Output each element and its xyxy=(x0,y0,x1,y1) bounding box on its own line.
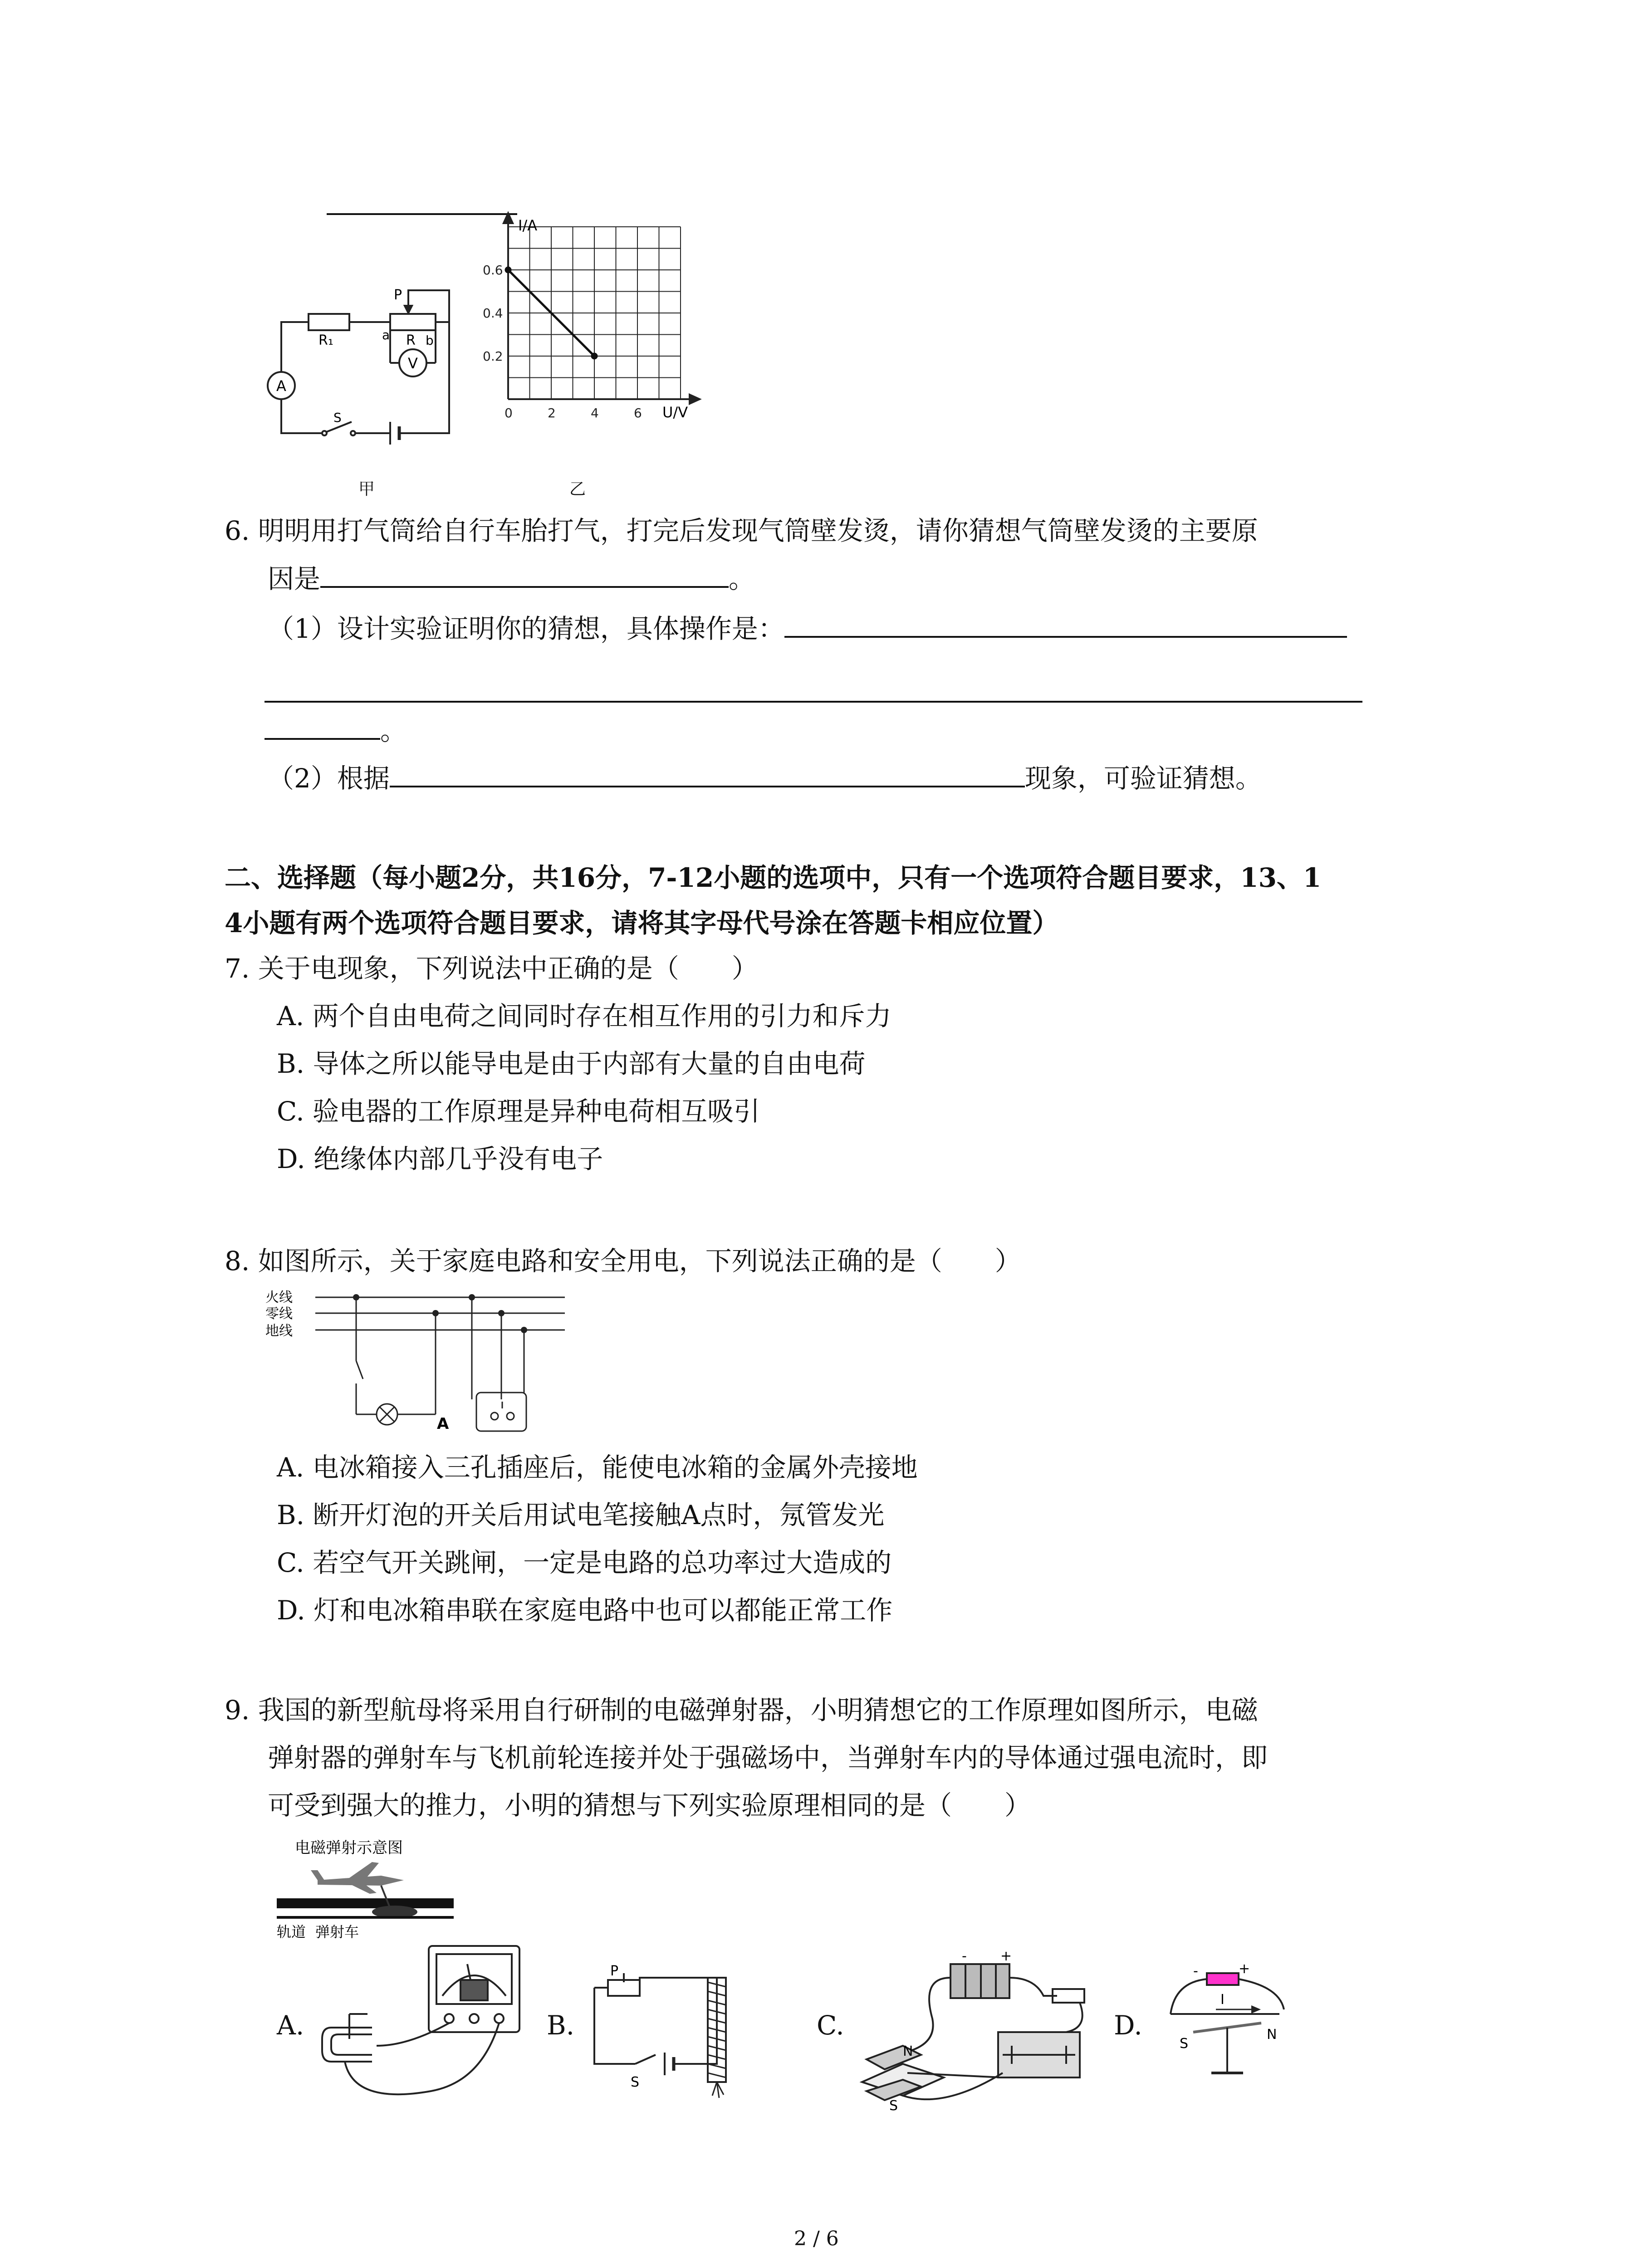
q6-sub1 xyxy=(268,612,1347,645)
q6-stem-prefix: 因是 xyxy=(268,563,321,594)
q8-household-circuit xyxy=(265,1288,583,1442)
label-live-wire: 火线 xyxy=(265,1290,293,1305)
section2-heading-line2: 4小题有两个选项符合题目要求，请将其字母代号涂在答题卡相应位置） xyxy=(225,908,1059,938)
q7-option-a[interactable]: A. 两个自由电荷之间同时存在相互作用的引力和斥力 xyxy=(277,1001,892,1031)
q6-sub1-end-line xyxy=(265,714,407,747)
q7-stem: 7. 关于电现象，下列说法中正确的是（ ） xyxy=(225,953,758,984)
label-p: P xyxy=(394,287,402,303)
figd-label-n: N xyxy=(1267,2027,1277,2043)
figc-label-plus: + xyxy=(1000,1950,1012,1964)
q7-option-d[interactable]: D. 绝缘体内部几乎没有电子 xyxy=(277,1144,603,1174)
x-tick-label: 2 xyxy=(548,406,556,420)
y-tick-label: 0.2 xyxy=(483,349,503,364)
q6-stem-line2 xyxy=(268,562,755,595)
q6-stem-line1: 6. 明明用打气筒给自行车胎打气，打完后发现气筒壁发烫，请你猜想气筒壁发烫的主要原 xyxy=(225,515,1258,546)
caption-yi: 乙 xyxy=(569,480,586,499)
label-b-terminal: b xyxy=(426,333,434,348)
y-tick-label: 0.4 xyxy=(483,306,503,321)
catapult-track-label: 轨道 xyxy=(277,1923,306,1941)
y-axis-label: I/A xyxy=(518,217,538,234)
figd-label-i: I xyxy=(1220,1992,1225,2008)
figd-label-minus: - xyxy=(1193,1964,1198,1979)
q6-sub1-text: （1）设计实验证明你的猜想，具体操作是： xyxy=(268,613,784,644)
y-tick-label: 0.6 xyxy=(483,263,503,278)
label-r: R xyxy=(406,332,416,348)
q6-blank-phenomenon[interactable] xyxy=(390,762,1025,787)
figd-label-s: S xyxy=(1180,2036,1189,2052)
data-point xyxy=(506,268,510,272)
label-a-terminal: a xyxy=(382,327,390,342)
label-neutral-wire: 零线 xyxy=(265,1306,293,1322)
x-tick-label: 6 xyxy=(634,406,642,420)
q8-option-d[interactable]: D. 灯和电冰箱串联在家庭电路中也可以都能正常工作 xyxy=(277,1595,893,1626)
label-r1: R₁ xyxy=(318,332,333,348)
q9-stem-line1: 9. 我国的新型航母将采用自行研制的电磁弹射器，小明猜想它的工作原理如图所示，电磁 xyxy=(225,1695,1258,1725)
q6-sub2 xyxy=(268,762,1262,794)
q9-option-a-figure xyxy=(318,1937,526,2109)
q9-stem-line2: 弹射器的弹射车与飞机前轮连接并处于强磁场中，当弹射车内的导体通过强电流时，即 xyxy=(268,1742,1268,1773)
q9-option-b-label[interactable]: B. xyxy=(547,2010,575,2041)
q7-option-b[interactable]: B. 导体之所以能导电是由于内部有大量的自由电荷 xyxy=(277,1048,866,1079)
q8-stem: 8. 如图所示，关于家庭电路和安全用电，下列说法正确的是（ ） xyxy=(225,1246,1021,1276)
q9-stem-line3: 可受到强大的推力，小明的猜想与下列实验原理相同的是（ ） xyxy=(268,1790,1031,1821)
x-tick-label: 0 xyxy=(505,406,513,420)
q6-sub2-prefix: （2）根据 xyxy=(268,763,390,794)
q8-option-c[interactable]: C. 若空气开关跳闸，一定是电路的总功率过大造成的 xyxy=(277,1547,892,1578)
y-axis-arrow xyxy=(504,213,513,223)
q9-option-c-label[interactable]: C. xyxy=(817,2010,844,2041)
figc-label-n: N xyxy=(903,2043,913,2059)
x-tick-label: 4 xyxy=(591,406,599,420)
q6-sub1-end: 。 xyxy=(380,715,407,746)
data-point xyxy=(592,354,597,358)
label-point-a: A xyxy=(437,1415,449,1433)
q6-blank-reason[interactable] xyxy=(320,562,729,588)
figc-label-minus: - xyxy=(962,1950,967,1964)
q8-option-a[interactable]: A. 电冰箱接入三孔插座后，能使电冰箱的金属外壳接地 xyxy=(277,1452,918,1483)
figc-label-s: S xyxy=(889,2098,898,2114)
figb-label-p: P xyxy=(610,1964,619,1979)
page-number: 2 / 6 xyxy=(794,2227,839,2250)
q6-sub2-suffix: 现象，可验证猜想。 xyxy=(1024,763,1262,794)
figd-label-plus: + xyxy=(1239,1964,1250,1977)
x-axis-arrow xyxy=(690,395,700,404)
label-ground-wire: 地线 xyxy=(265,1323,293,1339)
x-axis-label: U/V xyxy=(662,404,688,421)
q9-option-d-figure xyxy=(1161,1964,1298,2087)
q5-circuit-diagram xyxy=(254,272,472,463)
q9-option-b-figure xyxy=(585,1964,749,2100)
q9-catapult-diagram xyxy=(268,1835,458,1944)
figb-label-s: S xyxy=(631,2074,640,2090)
q8-option-b[interactable]: B. 断开灯泡的开关后用试电笔接触A点时，氖管发光 xyxy=(277,1500,885,1530)
q6-blank-operation-a[interactable] xyxy=(784,612,1347,638)
caption-jia: 甲 xyxy=(358,480,375,499)
q6-blank-operation-c[interactable] xyxy=(265,714,380,740)
catapult-cart-label: 弹射车 xyxy=(315,1923,359,1941)
label-ammeter: A xyxy=(276,377,286,395)
q9-option-c-figure xyxy=(853,1950,1089,2114)
q5-iu-graph xyxy=(481,204,708,458)
section2-heading-line1: 二、选择题（每小题2分，共16分，7-12小题的选项中，只有一个选项符合题目要求，13、1 xyxy=(225,862,1322,893)
q7-option-c[interactable]: C. 验电器的工作原理是异种电荷相互吸引 xyxy=(277,1096,760,1127)
q6-stem-suffix: 。 xyxy=(729,563,755,594)
q9-option-a-label[interactable]: A. xyxy=(277,2010,304,2041)
label-switch: S xyxy=(333,410,342,425)
q9-option-d-label[interactable]: D. xyxy=(1114,2010,1142,2041)
label-voltmeter: V xyxy=(408,355,418,372)
catapult-title: 电磁弹射示意图 xyxy=(295,1839,403,1857)
q6-blank-operation-b[interactable] xyxy=(265,701,1362,703)
